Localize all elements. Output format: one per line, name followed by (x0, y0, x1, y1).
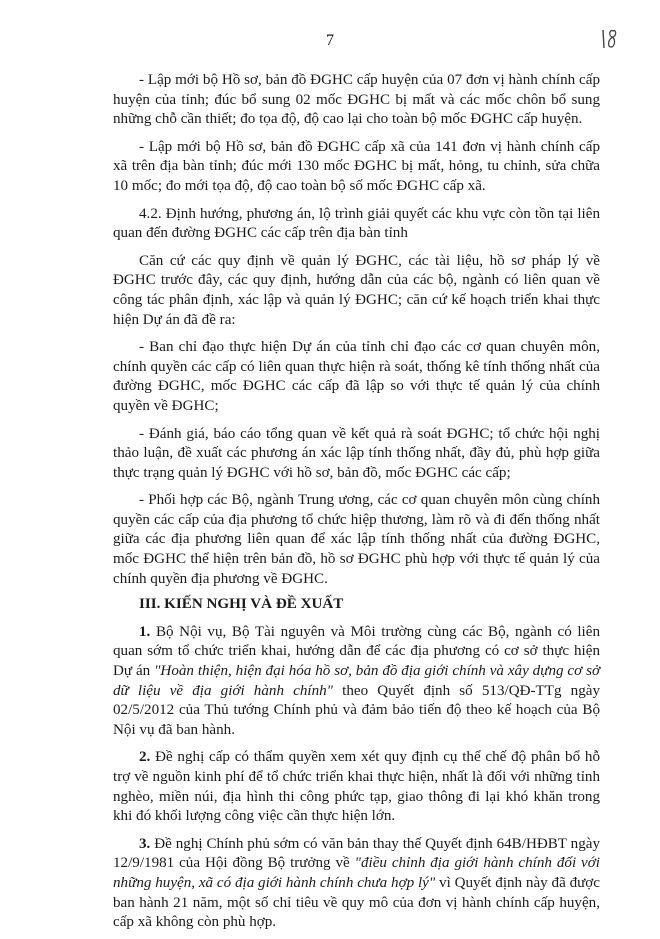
recommendation-1 (113, 623, 600, 741)
section-heading-recommendations: III. KIẾN NGHỊ VÀ ĐỀ XUẤT (139, 596, 344, 613)
recommendation-1-project-title: "Hoàn thiện, hiện đại hóa hồ sơ, bản đồ địa giới chính và xây dựng cơ sở dữ liệu về địa giới hành chính" (113, 663, 600, 699)
bullet-commune-records: - Lập mới bộ Hồ sơ, bản đồ ĐGHC cấp xã của 141 đơn vị hành chính cấp xã trên địa bàn tỉnh; đúc mới 130 mốc ĐGHC bị mất, hỏng, tu chỉnh, sửa chữa 10 mốc; đo mới tọa độ, độ cao toàn bộ số mốc ĐGHC cấp xã. (113, 138, 600, 194)
recommendation-3 (113, 835, 600, 933)
document-body (113, 71, 600, 933)
recommendation-3-quote: "điều chỉnh địa giới hành chính đối với những huyện, xã có địa giới hành chính chưa hợp lý" (113, 855, 600, 891)
section-4-2-title: 4.2. Định hướng, phương án, lộ trình giải quyết các khu vực còn tồn tại liên quan đến đường ĐGHC các cấp trên địa bàn tỉnh (113, 205, 600, 242)
bullet-coordination: - Phối hợp các Bộ, ngành Trung ương, các cơ quan chuyên môn cùng chính quyền các cấp của địa phương tổ chức hiệp thương, làm rõ và đi đến thống nhất giữa các địa phương liên quan để xác lập tính thống nhất của đường ĐGHC, mốc ĐGHC thể hiện trên bản đồ, hồ sơ ĐGHC phù hợp với thực tế quản lý của chính quyền địa phương về ĐGHC. (113, 492, 600, 587)
recommendation-1-text-b: theo Quyết định số 513/QĐ-TTg ngày 02/5/2012 của Thủ tướng Chính phủ và đảm bảo tiến độ theo kế hoạch của Bộ Nội vụ đã ban hành. (113, 682, 600, 738)
bullet-district-records: - Lập mới bộ Hồ sơ, bản đồ ĐGHC cấp huyện của 07 đơn vị hành chính cấp huyện của tỉnh; đúc bổ sung 02 mốc ĐGHC bị mất và các mốc chôn bổ sung những chỗ cần thiết; đo tọa độ, độ cao lại cho toàn bộ mốc ĐGHC cấp huyện. (113, 72, 600, 128)
basis-paragraph: Căn cứ các quy định về quản lý ĐGHC, các tài liệu, hồ sơ pháp lý về ĐGHC trước đây, các quy định, hướng dẫn của các bộ, ngành có liên quan về công tác phân định, xác lập và quản lý ĐGHC; căn cứ kế hoạch triển khai thực hiện Dự án đã đề ra: (113, 252, 600, 328)
recommendation-3-text-b: vì Quyết định này đã được ban hành 21 năm, một số chỉ tiêu về quy mô của đơn vị hành chính cấp huyện, cấp xã không còn phù hợp. (113, 874, 600, 931)
handwritten-page-mark (600, 26, 634, 50)
bullet-steering-committee: - Ban chỉ đạo thực hiện Dự án của tỉnh chỉ đạo các cơ quan chuyên môn, chính quyền các cấp có liên quan thực hiện rà soát, thống kê tính thống nhất của đường ĐGHC, mốc ĐGHC các cấp đã lập so với thực tế quản lý của chính quyền về ĐGHC; (113, 339, 600, 414)
recommendation-2-text: Đề nghị cấp có thẩm quyền xem xét quy định cụ thể chế độ phân bổ hỗ trợ về nguồn kinh phí để tổ chức triển khai thực hiện, nhất là đối với những tỉnh nghèo, miền núi, địa hình thi công phức tạp, giao thông đi lại khó khăn trong khi đó khối lượng công việc cần thực hiện lớn. (113, 749, 600, 825)
bullet-assessment: - Đánh giá, báo cáo tổng quan về kết quả rà soát ĐGHC; tổ chức hội nghị thảo luận, đề xuất các phương án xác lập tính thống nhất, đầy đủ, phù hợp giữa thực trạng quản lý ĐGHC với hồ sơ, bản đồ, mốc ĐGHC các cấp; (113, 425, 600, 481)
recommendation-2-number: 2. (139, 749, 151, 766)
recommendation-3-number: 3. (139, 835, 151, 852)
recommendation-3-text-a: Đề nghị Chính phủ sớm có văn bản thay thế Quyết định 64B/HĐBT ngày 12/9/1981 của Hội đồng Bộ trưởng về (113, 835, 600, 872)
recommendation-2 (113, 748, 600, 826)
recommendation-1-number: 1. (139, 623, 151, 640)
page-number: 7 (326, 32, 334, 49)
recommendation-1-text-a: Bộ Nội vụ, Bộ Tài nguyên và Môi trường cùng các Bộ, ngành có liên quan sớm tổ chức triển khai, hướng dẫn để các địa phương có cơ sở thực hiện Dự án (113, 623, 600, 680)
